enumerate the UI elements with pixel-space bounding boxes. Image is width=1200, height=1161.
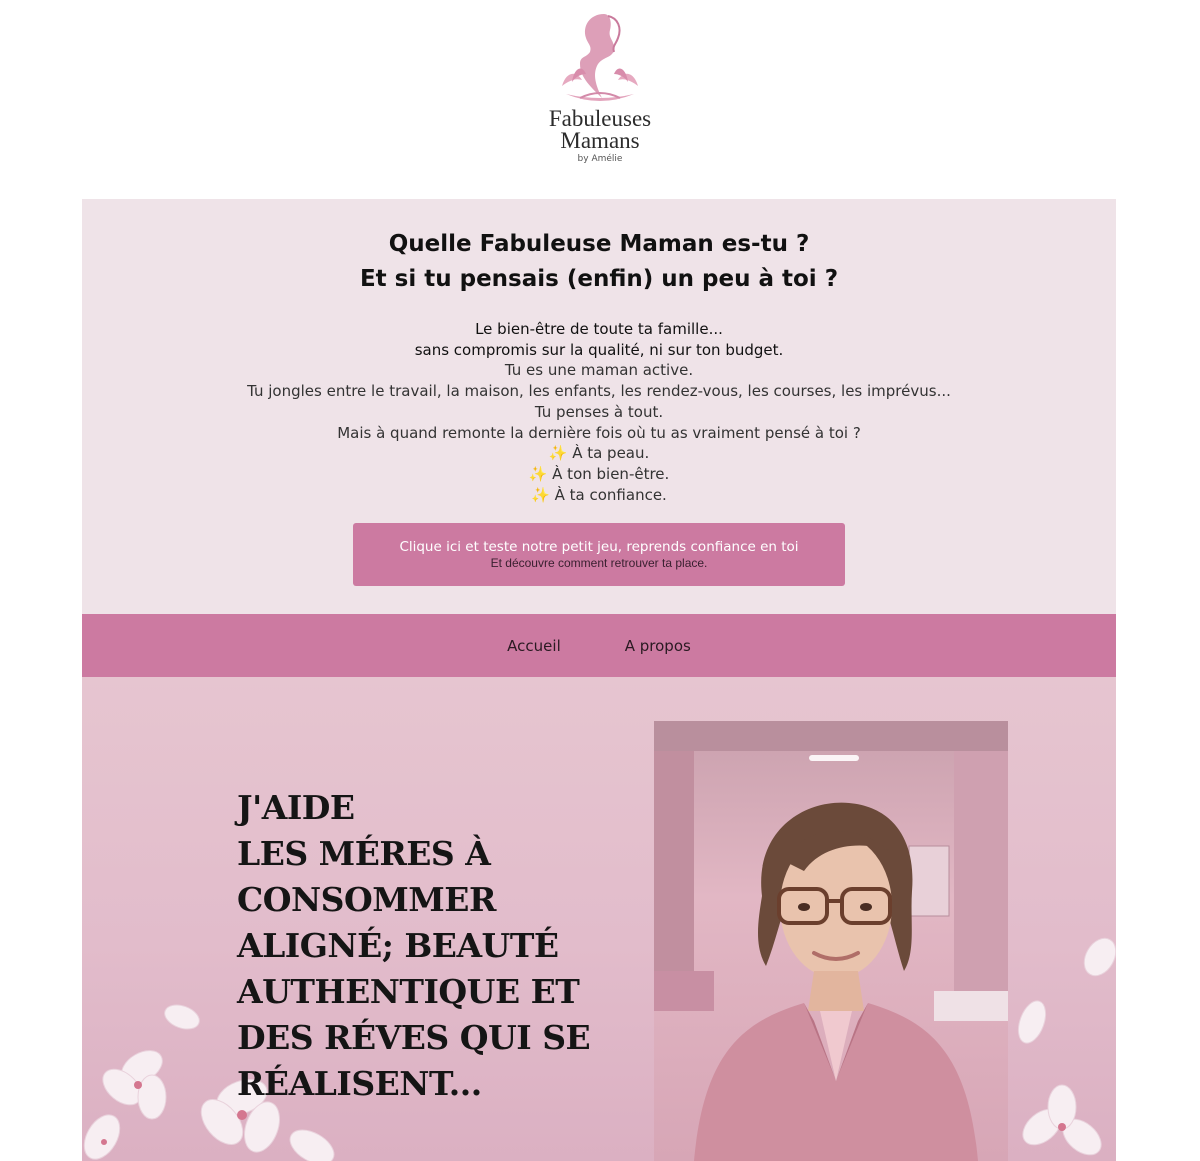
quiz-cta-button[interactable] bbox=[353, 523, 845, 586]
intro-bullet bbox=[82, 443, 1116, 464]
site-logo[interactable] bbox=[520, 8, 680, 178]
main-nav bbox=[82, 614, 1116, 677]
intro-bullet bbox=[82, 464, 1116, 485]
intro-bullet-text: À ta peau. bbox=[572, 444, 650, 463]
intro-line: Tu penses à tout. bbox=[534, 402, 664, 421]
intro-section bbox=[82, 199, 1116, 614]
cherry-blossom-decoration bbox=[1012, 937, 1116, 1161]
sparkle-icon: ✨ bbox=[528, 464, 548, 483]
cta-label-line2: Et découvre comment retrouver ta place. bbox=[490, 556, 708, 570]
hero-headline-line: AUTHENTIQUE ET bbox=[237, 972, 580, 1011]
intro-bullet-text: À ton bien-être. bbox=[552, 464, 670, 483]
hero-headline bbox=[237, 785, 597, 1107]
intro-line: Le bien-être de toute ta famille... bbox=[475, 320, 723, 338]
nav-item-a-propos[interactable]: A propos bbox=[624, 636, 691, 655]
cta-label-line1: Clique ici et teste notre petit jeu, reprends confiance en toi bbox=[399, 539, 799, 555]
mother-silhouette-lotus-icon bbox=[552, 8, 648, 108]
intro-paragraph bbox=[82, 319, 1116, 505]
hero-headline-line: LES MÉRES À bbox=[237, 834, 491, 873]
intro-line: Tu es une maman active. bbox=[504, 361, 694, 380]
intro-bullet-text: À ta confiance. bbox=[554, 485, 667, 504]
hero-section bbox=[82, 677, 1116, 1161]
intro-line: sans compromis sur la qualité, ni sur ton budget. bbox=[414, 340, 784, 359]
brand-name-line2: Mamans bbox=[560, 128, 640, 153]
brand-byline: by Amélie bbox=[577, 154, 623, 164]
portrait-photo bbox=[654, 721, 1008, 1161]
hero-headline-line: ALIGNÉ; BEAUTÉ bbox=[237, 926, 559, 965]
hero-headline-line: RÉALISENT... bbox=[237, 1064, 482, 1103]
intro-heading bbox=[82, 227, 1116, 297]
intro-line: Mais à quand remonte la dernière fois où tu as vraiment pensé à toi ? bbox=[337, 423, 861, 442]
brand-name-line1: Fabuleuses bbox=[548, 106, 652, 131]
intro-heading-line1: Quelle Fabuleuse Maman es-tu ? bbox=[388, 231, 810, 257]
sparkle-icon: ✨ bbox=[531, 485, 550, 504]
sparkle-icon: ✨ bbox=[548, 444, 568, 463]
hero-headline-line: DES RÉVES QUI SE bbox=[237, 1018, 591, 1057]
intro-line: Tu jongles entre le travail, la maison, les enfants, les rendez-vous, les courses, les imprévus... bbox=[247, 382, 951, 401]
intro-heading-line2: Et si tu pensais (enfin) un peu à toi ? bbox=[359, 266, 839, 292]
hero-headline-line: J'AIDE bbox=[237, 788, 355, 827]
intro-bullet bbox=[82, 485, 1116, 506]
nav-item-accueil[interactable]: Accueil bbox=[507, 636, 561, 655]
portrait-illustration bbox=[654, 721, 1008, 1161]
hero-headline-line: CONSOMMER bbox=[237, 880, 496, 919]
